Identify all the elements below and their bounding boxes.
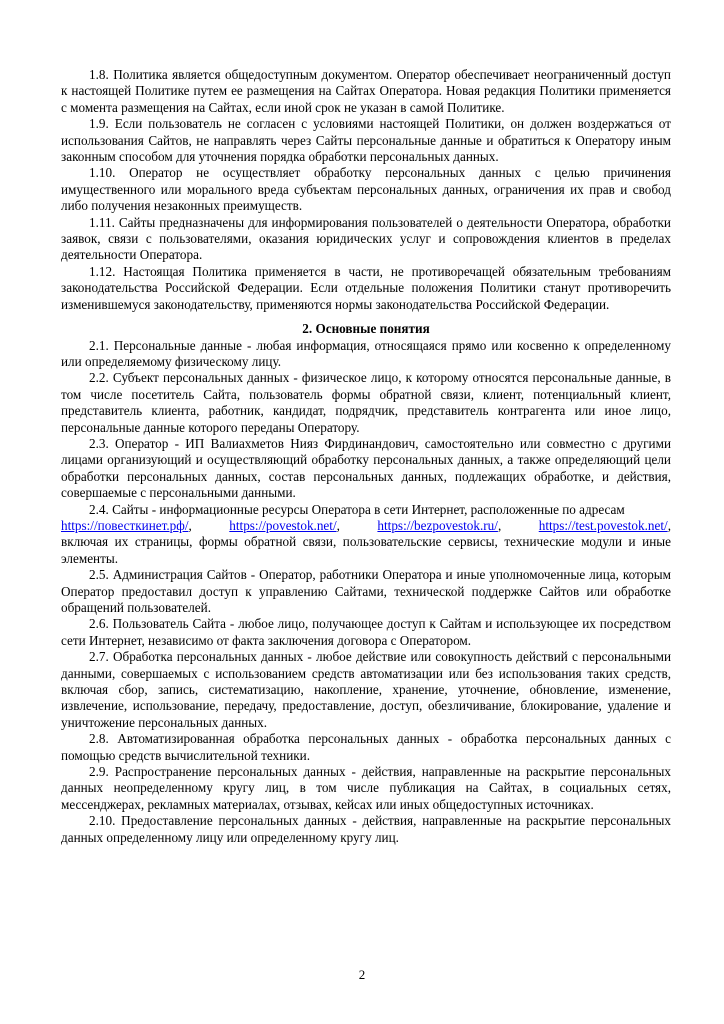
paragraph-2-4-intro: 2.4. Сайты - информационные ресурсы Оператора в сети Интернет, расположенные по адресам bbox=[89, 501, 625, 517]
paragraph-2-4-tail: включая их страницы, формы обратной связи, пользовательские сервисы, технические модули и иные элементы. bbox=[61, 534, 671, 566]
paragraph-1-9: 1.9. Если пользователь не согласен с условиями настоящей Политики, он должен воздержаться от использования Сайтов, не направлять через Сайты персональные данные и обратиться к Оператору иным законным способом для уточнения порядка обработки персональных данных. bbox=[61, 116, 671, 165]
paragraph-2-4 bbox=[61, 502, 671, 568]
paragraph-2-3: 2.3. Оператор - ИП Валиахметов Нияз Фирдинандович, самостоятельно или совместно с другими лицами организующий и осуществляющий обработку персональных данных, а также определяющий цели обработки персональных данных, состав персональных данных, подлежащих обработке, и действия, совершаемые с персональными данными. bbox=[61, 435, 671, 501]
paragraph-2-5: 2.5. Администрация Сайтов - Оператор, работники Оператора и иные уполномоченные лица, которым Оператор предоставил доступ к управлению Сайтами, технической поддержке Сайтов или обработке обращений пользователей. bbox=[61, 567, 671, 615]
paragraph-2-2: 2.2. Субъект персональных данных - физическое лицо, к которому относятся персональные данные, в том числе посетитель Сайта, пользователь формы обратной связи, клиент, потенциальный клиент, представитель клиента, работник, кандидат, подрядчик, представитель контрагента или иное лицо, персональные данные которого переданы Оператору. bbox=[61, 370, 671, 435]
paragraph-1-12: 1.12. Настоящая Политика применяется в части, не противоречащей обязательным требованиям законодательства Российской Федерации. Если отдельные положения Политики станут противоречить изменившемуся законодательству, применяются нормы законодательства Российской Федерации. bbox=[61, 263, 671, 312]
site-link-povestok-net[interactable]: https://povestok.net/ bbox=[229, 517, 337, 533]
paragraph-1-10: 1.10. Оператор не осуществляет обработку персональных данных с целью причинения имущественного или морального вреда субъектам персональных данных, ограничения их прав и свобод либо получения незаконных преимуществ. bbox=[61, 165, 671, 214]
site-link-test-povestok-net[interactable]: https://test.povestok.net/ bbox=[538, 517, 668, 533]
site-links-row: https://повесткинет.рф/, https://povestok.net/, https://bezpovestok.ru/, https://test.povestok.net/, bbox=[61, 517, 671, 533]
page-number: 2 bbox=[358, 967, 366, 982]
site-link-povestkinet-rf[interactable]: https://повесткинет.рф/ bbox=[61, 517, 189, 533]
paragraph-2-10: 2.10. Предоставление персональных данных - действия, направленные на раскрытие персональных данных определенному лицу или определенному кругу лиц. bbox=[61, 813, 671, 845]
paragraph-1-11: 1.11. Сайты предназначены для информирования пользователей о деятельности Оператора, обработки заявок, связи с пользователями, оказания юридических услуг и сопровождения клиентов в пределах деятельности Оператора. bbox=[61, 214, 671, 263]
section-title: 2. Основные понятия bbox=[302, 321, 430, 337]
paragraph-1-8: 1.8. Политика является общедоступным документом. Оператор обеспечивает неограниченный доступ к настоящей Политике путем ее размещения на Сайтах Оператора. Новая редакция Политики применяется с момента размещения на Сайтах, если иной срок не указан в самой Политике. bbox=[61, 67, 671, 115]
paragraph-2-8: 2.8. Автоматизированная обработка персональных данных - обработка персональных данных с помощью средств вычислительной техники. bbox=[61, 731, 671, 763]
paragraph-2-1: 2.1. Персональные данные - любая информация, относящаяся прямо или косвенно к определенному или определяемому физическому лицу. bbox=[61, 337, 671, 369]
paragraph-2-7: 2.7. Обработка персональных данных - любое действие или совокупность действий с персональными данными, совершаемых с использованием средств автоматизации или без использования таких средств, включая сбор, запись, систематизацию, накопление, хранение, уточнение, обновление, изменение, извлечение, использование, передачу, предоставление, доступ, обезличивание, блокирование, удаление и уничтожение персональных данных. bbox=[61, 649, 671, 730]
paragraph-2-9: 2.9. Распространение персональных данных - действия, направленные на раскрытие персональных данных неопределенному кругу лиц, в том числе публикация на Сайтах, в социальных сетях, мессенджерах, рекламных материалах, отзывах, кейсах или иных общедоступных источниках. bbox=[61, 764, 671, 812]
document-body bbox=[61, 67, 671, 846]
paragraph-2-6: 2.6. Пользователь Сайта - любое лицо, получающее доступ к Сайтам и использующее их посредством сети Интернет, независимо от факта заключения договора с Оператором. bbox=[61, 616, 671, 648]
site-link-bezpovestok-ru[interactable]: https://bezpovestok.ru/ bbox=[377, 517, 498, 533]
